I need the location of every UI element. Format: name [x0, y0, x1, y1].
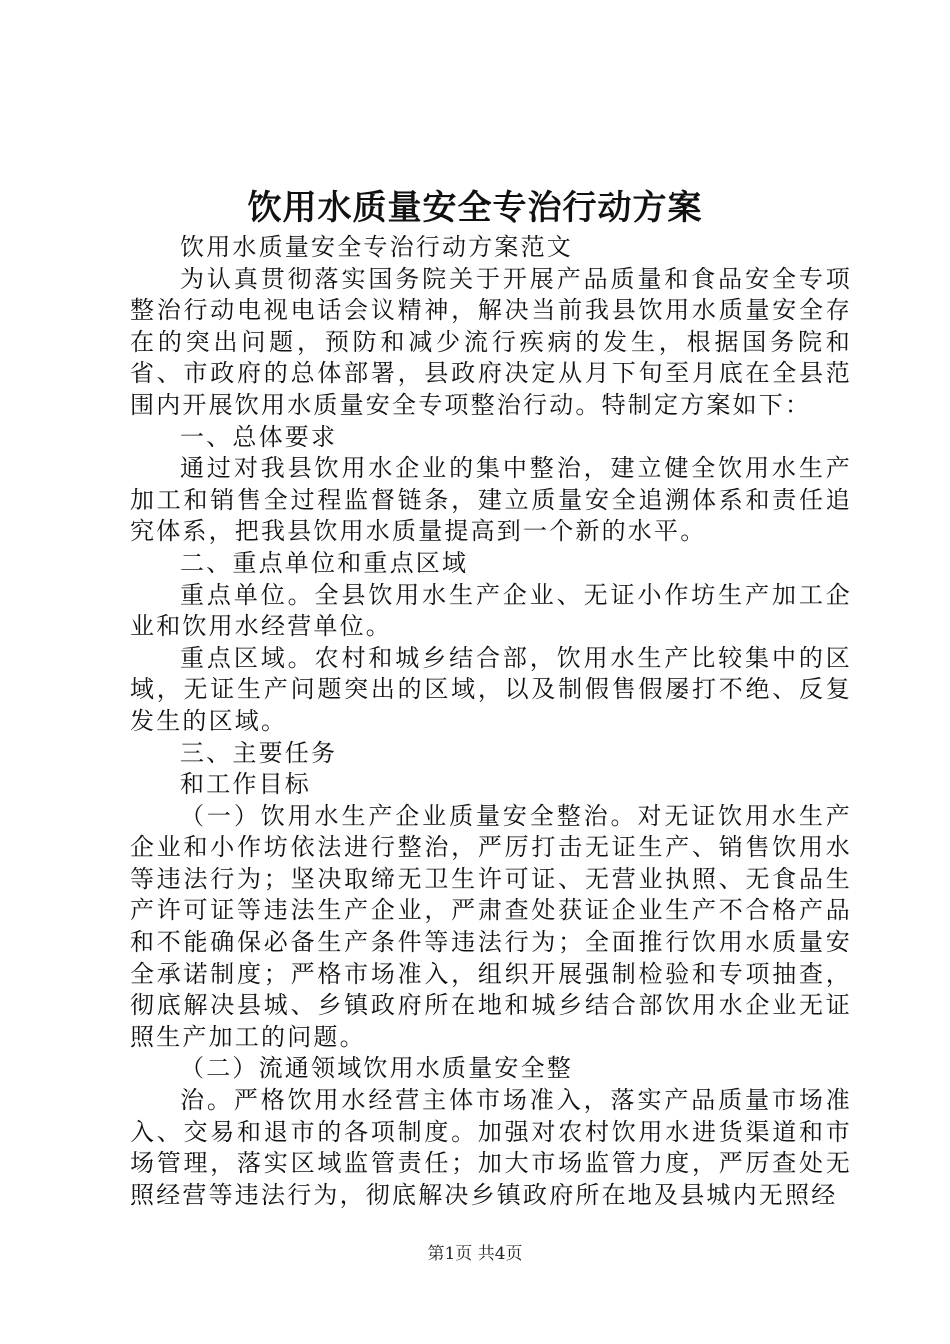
section-heading-main-tasks: 三、主要任务 [180, 738, 338, 767]
paragraph-task-two: 治。严格饮用水经营主体市场准入，落实产品质量市场准入、交易和退市的各项制度。加强对农村饮用水进货渠道和市场管理，落实区域监管责任；加大市场监管力度，严厉查处无照经营等违法行为，彻底解决乡镇政府所在地及县城内无照经 [130, 1086, 852, 1209]
paragraph-subtitle: 饮用水质量安全专治行动方案范文 [180, 233, 573, 261]
paragraph-intro: 为认真贯彻落实国务院关于开展产品质量和食品安全专项整治行动电视电话会议精神，解决当前我县饮用水质量安全存在的突出问题，预防和减少流行疾病的发生，根据国务院和省、市政府的总体部署，县政府决定从月下旬至月底在全县范围内开展饮用水质量安全专项整治行动。特制定方案如下： [130, 264, 852, 419]
section-heading-key-units-areas: 二、重点单位和重点区域 [180, 548, 469, 577]
paragraph-task-two-heading: （二）流通领域饮用水质量安全整 [180, 1054, 573, 1083]
document-body [130, 232, 852, 1211]
paragraph-key-areas: 重点区域。农村和城乡结合部，饮用水生产比较集中的区域，无证生产问题突出的区域，以及制假售假屡打不绝、反复发生的区域。 [130, 643, 852, 735]
paragraph-task-one: （一）饮用水生产企业质量安全整治。对无证饮用水生产企业和小作坊依法进行整治，严厉打击无证生产、销售饮用水等违法行为；坚决取缔无卫生许可证、无营业执照、无食品生产许可证等违法生产企业，严肃查处获证企业生产不合格产品和不能确保必备生产条件等违法行为；全面推行饮用水质量安全承诺制度；严格市场准入，组织开展强制检验和专项抽查，彻底解决县城、乡镇政府所在地和城乡结合部饮用水企业无证照生产加工的问题。 [130, 801, 852, 1051]
document-title: 饮用水质量安全专治行动方案 [247, 188, 703, 228]
paragraph-general-requirements: 通过对我县饮用水企业的集中整治，建立健全饮用水生产加工和销售全过程监督链条，建立质量安全追溯体系和责任追究体系，把我县饮用水质量提高到一个新的水平。 [130, 454, 852, 546]
section-heading-general-requirements: 一、总体要求 [180, 422, 338, 451]
paragraph-key-units: 重点单位。全县饮用水生产企业、无证小作坊生产加工企业和饮用水经营单位。 [130, 580, 852, 641]
page-number-footer: 第1页 共4页 [427, 1244, 523, 1264]
section-heading-work-goals: 和工作目标 [180, 770, 311, 799]
